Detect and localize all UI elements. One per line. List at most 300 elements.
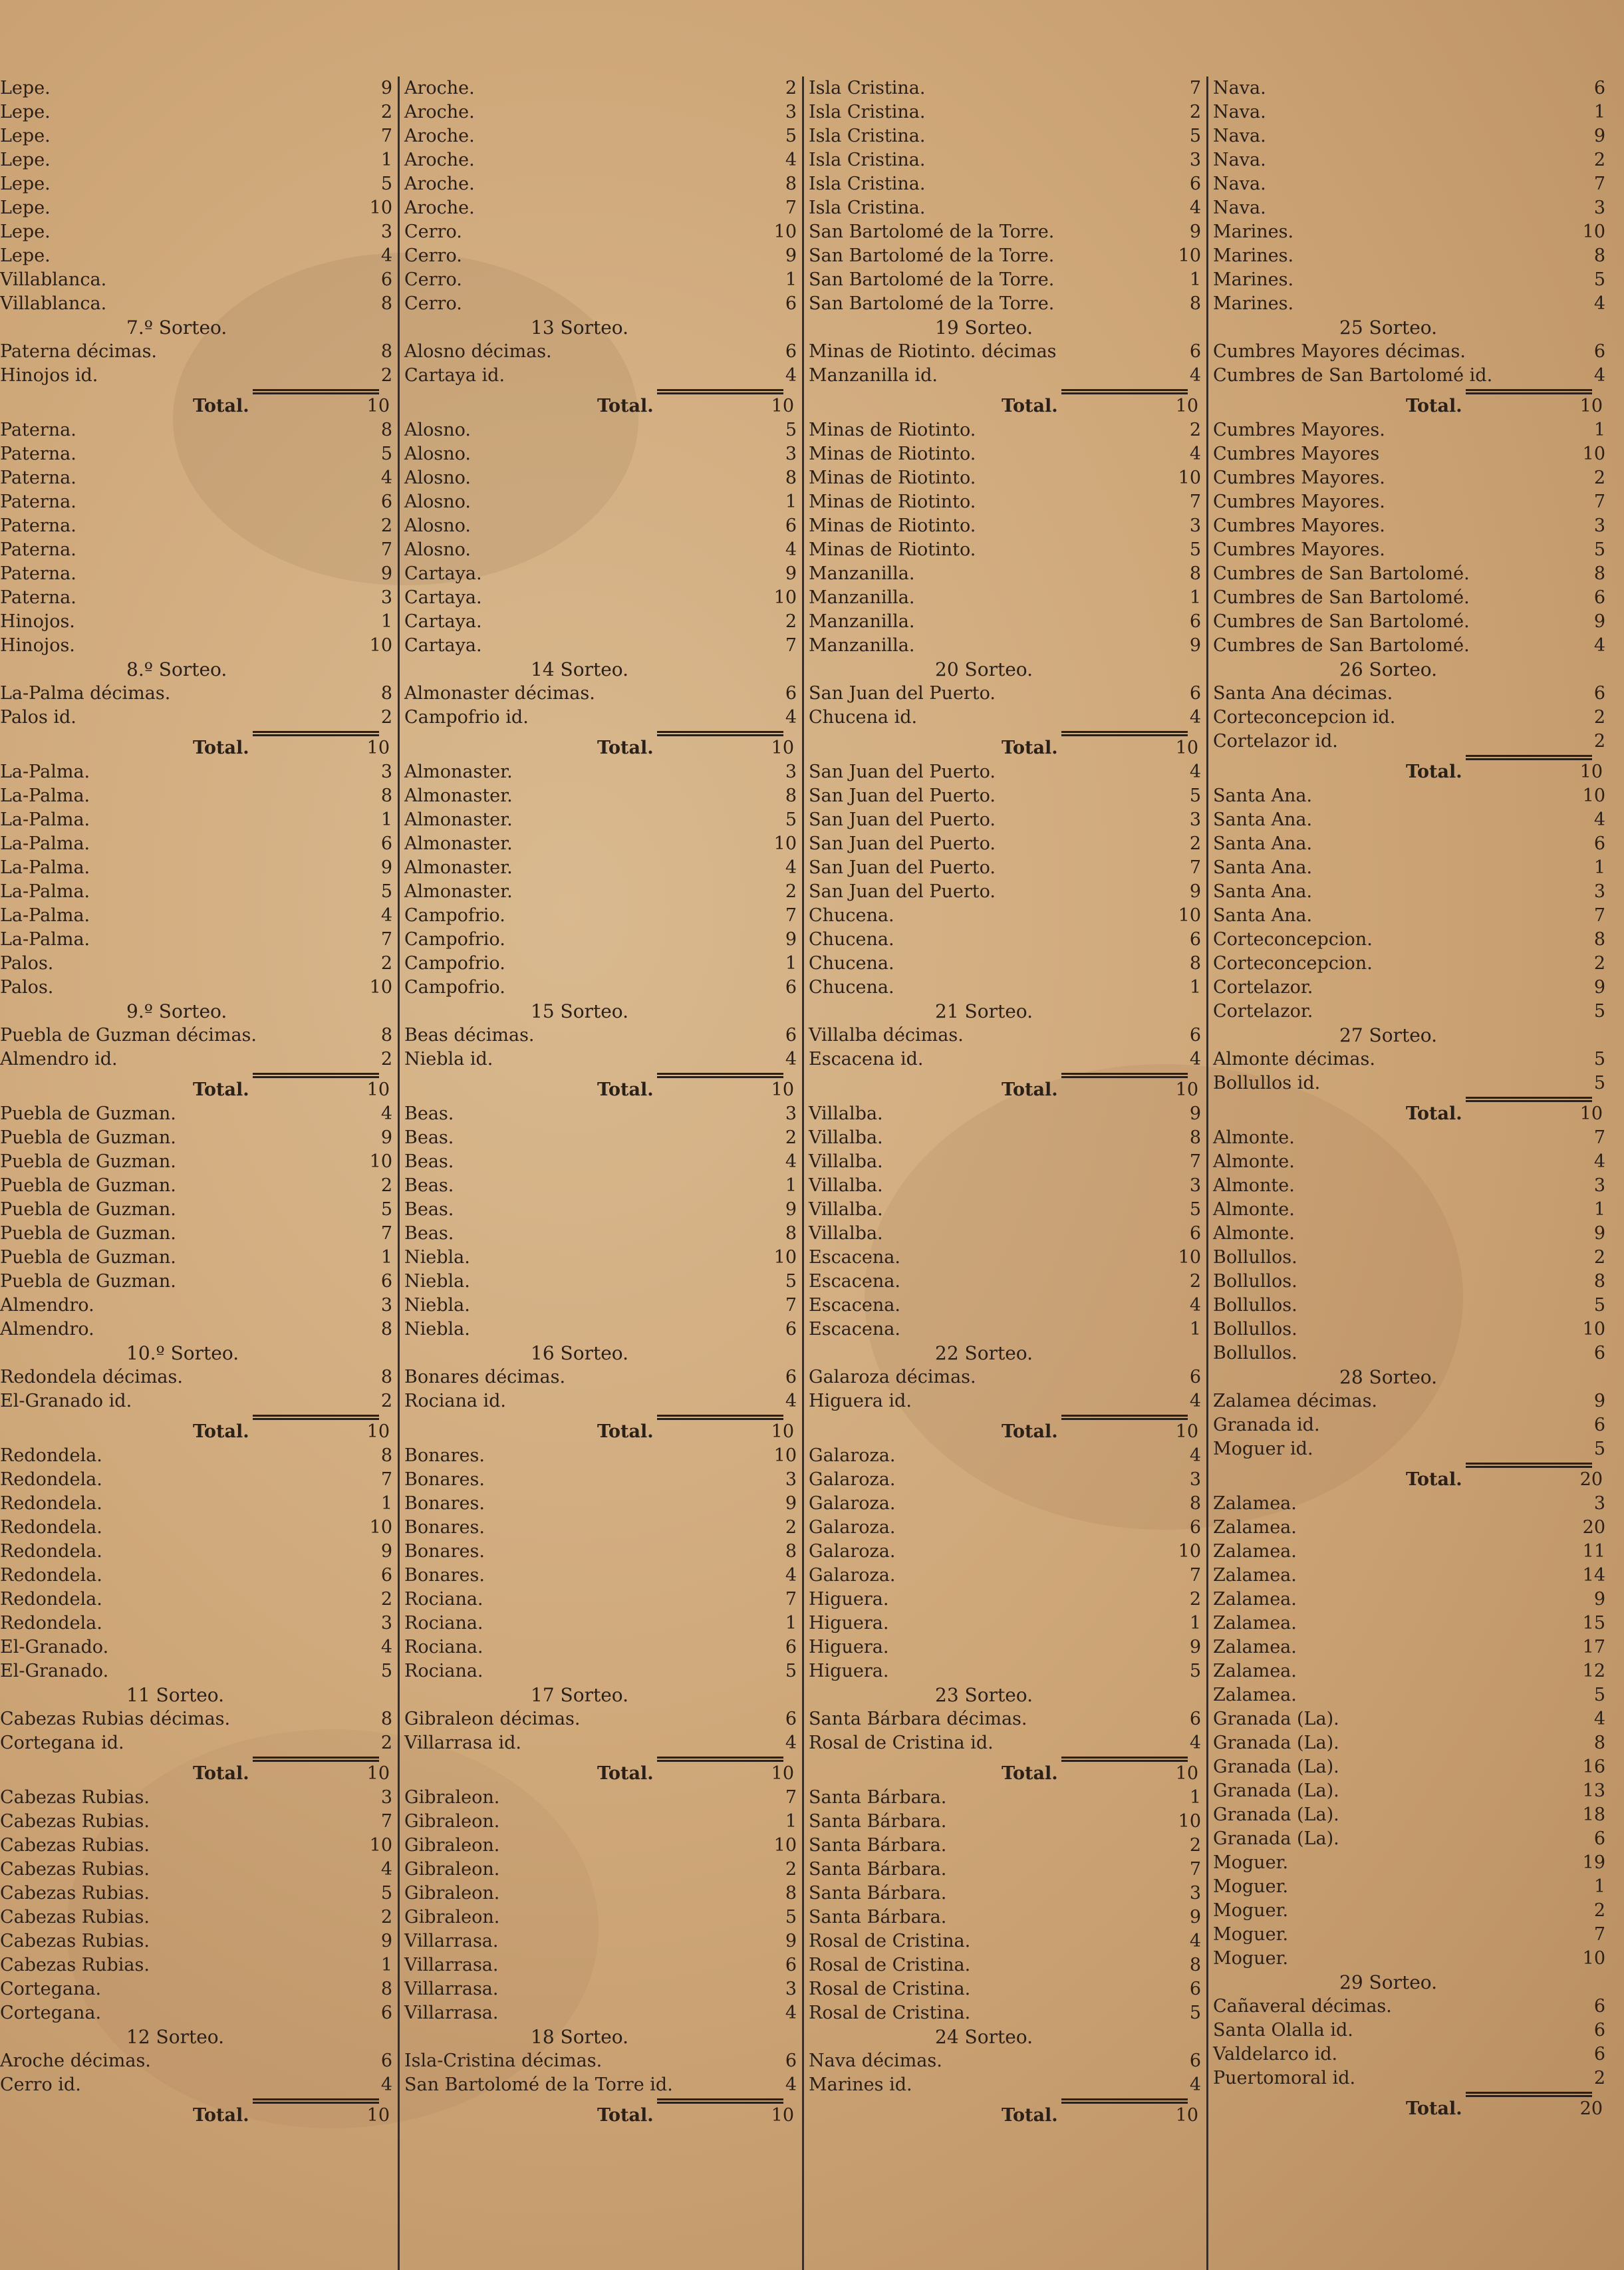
ticket-count: 6 <box>1189 929 1201 950</box>
place-name: Granada (La). <box>1213 1780 1339 1801</box>
place-name: Santa Bárbara. <box>809 1787 947 1808</box>
ticket-count: 6 <box>1593 683 1605 704</box>
place-name: Redondela. <box>0 1445 102 1466</box>
entry-row <box>809 1906 1201 1929</box>
double-rule <box>1466 2092 1592 2097</box>
entry-row <box>404 1294 797 1318</box>
place-name: Cumbres Mayores. <box>1213 468 1385 488</box>
place-name: Total. <box>597 2105 654 2126</box>
ticket-count: 9 <box>1593 977 1605 998</box>
sorteo-heading <box>404 2025 797 2049</box>
entry-row <box>809 1540 1201 1564</box>
place-name: Chucena id. <box>809 707 918 728</box>
entry-row <box>0 1444 392 1468</box>
entry-row <box>809 1174 1201 1198</box>
entry-row <box>404 562 797 586</box>
ticket-count: 6 <box>1189 2051 1201 2071</box>
place-name: Corteconcepcion. <box>1213 953 1373 974</box>
place-name: Beas. <box>404 1199 454 1220</box>
entry-row <box>0 1365 392 1389</box>
ticket-count: 10 <box>1582 1319 1605 1340</box>
place-name: Niebla. <box>404 1247 470 1268</box>
ticket-count: 6 <box>380 1271 392 1292</box>
entry-row <box>809 808 1201 832</box>
entry-row <box>1213 1342 1605 1365</box>
entry-row <box>1213 538 1605 562</box>
entry-row <box>1213 1827 1605 1851</box>
place-name: Cabezas Rubias. <box>0 1955 150 1975</box>
ticket-count: 7 <box>785 1589 797 1610</box>
place-name: Granada (La). <box>1213 1733 1339 1753</box>
ticket-count: 3 <box>785 102 797 122</box>
place-name: Rosal de Cristina. <box>809 1931 971 1951</box>
entry-row <box>0 1222 392 1246</box>
entry-row <box>404 538 797 562</box>
ticket-count: 2 <box>380 1175 392 1196</box>
ticket-count: 2 <box>380 1391 392 1411</box>
place-name: Cerro. <box>404 245 462 266</box>
place-name: Minas de Riotinto. <box>809 468 976 488</box>
entry-row <box>1213 292 1605 316</box>
place-name: Almonte. <box>1213 1127 1295 1148</box>
place-name: Puebla de Guzman. <box>0 1247 176 1268</box>
place-name: Palos. <box>0 953 54 974</box>
double-rule <box>1466 1097 1592 1102</box>
place-name: Cartaya. <box>404 611 482 632</box>
ticket-count: 8 <box>1593 1733 1605 1753</box>
sorteo-label: 8.º Sorteo. <box>126 658 227 680</box>
place-name: Hinojos. <box>0 635 75 656</box>
ticket-count: 7 <box>1593 492 1605 512</box>
entry-row <box>0 514 392 538</box>
entry-row <box>809 100 1201 124</box>
entry-row <box>809 1126 1201 1150</box>
entry-row <box>1213 1540 1605 1564</box>
total-row <box>809 736 1201 760</box>
ticket-count: 2 <box>380 1733 392 1753</box>
entry-row <box>1213 706 1605 730</box>
ticket-count: 1 <box>380 1247 392 1268</box>
entry-row <box>404 904 797 928</box>
place-name: Isla Cristina. <box>809 174 926 194</box>
entry-row <box>1213 1126 1605 1150</box>
total-row <box>404 1762 797 1786</box>
entry-row <box>809 538 1201 562</box>
place-name: Paterna. <box>0 420 76 440</box>
place-name: Niebla. <box>404 1319 470 1340</box>
place-name: Cabezas Rubias. <box>0 1835 150 1856</box>
entry-row <box>809 1882 1201 1906</box>
entry-row <box>0 244 392 268</box>
place-name: Paterna. <box>0 515 76 536</box>
place-name: Minas de Riotinto. <box>809 420 976 440</box>
ticket-count: 1 <box>1593 420 1605 440</box>
entry-row <box>809 1294 1201 1318</box>
ticket-count: 5 <box>785 809 797 830</box>
entry-row <box>0 1318 392 1342</box>
ticket-count: 7 <box>1189 1565 1201 1586</box>
entry-row <box>1213 466 1605 490</box>
entry-row <box>1213 832 1605 856</box>
ticket-count: 8 <box>1189 1955 1201 1975</box>
place-name: Niebla. <box>404 1271 470 1292</box>
place-name: Santa Ana. <box>1213 809 1313 830</box>
ticket-count: 8 <box>380 1025 392 1046</box>
entry-row <box>404 1468 797 1492</box>
place-name: Cabezas Rubias. <box>0 1907 150 1927</box>
place-name: Chucena. <box>809 953 894 974</box>
place-name: Minas de Riotinto. <box>809 539 976 560</box>
place-name: Zalamea. <box>1213 1565 1297 1586</box>
ticket-count: 2 <box>380 1049 392 1069</box>
entry-row <box>1213 148 1605 172</box>
sorteo-heading <box>0 2025 392 2049</box>
entry-row <box>0 1540 392 1564</box>
ticket-count: 10 <box>1579 762 1603 782</box>
ticket-count: 1 <box>785 953 797 974</box>
ticket-count: 9 <box>1593 126 1605 146</box>
total-row <box>404 394 797 418</box>
ticket-count: 7 <box>380 1223 392 1244</box>
ticket-count: 2 <box>380 707 392 728</box>
ticket-count: 10 <box>1579 1103 1603 1124</box>
place-name: Redondela. <box>0 1613 102 1633</box>
ticket-count: 3 <box>1189 150 1201 170</box>
entry-row <box>0 172 392 196</box>
entry-row <box>809 2049 1201 2073</box>
ticket-count: 8 <box>785 785 797 806</box>
ticket-count: 2 <box>1189 1589 1201 1610</box>
place-name: Moguer. <box>1213 1948 1289 1969</box>
ticket-count: 6 <box>785 1709 797 1729</box>
place-name: Manzanilla id. <box>809 365 938 386</box>
ticket-count: 4 <box>1189 444 1201 464</box>
ticket-count: 4 <box>785 365 797 386</box>
place-name: Redondela. <box>0 1541 102 1562</box>
entry-row <box>0 586 392 610</box>
ticket-count: 5 <box>1593 1295 1605 1316</box>
ticket-count: 8 <box>380 683 392 704</box>
entry-row <box>1213 1222 1605 1246</box>
entry-row <box>1213 172 1605 196</box>
entry-row <box>404 1588 797 1612</box>
place-name: San Bartolomé de la Torre id. <box>404 2074 673 2095</box>
entry-row <box>1213 1659 1605 1683</box>
place-name: Campofrio id. <box>404 707 529 728</box>
entry-row <box>809 1731 1201 1755</box>
place-name: Niebla id. <box>404 1049 493 1069</box>
entry-row <box>1213 1875 1605 1899</box>
place-name: Nava. <box>1213 126 1266 146</box>
total-row <box>809 394 1201 418</box>
place-name: Moguer. <box>1213 1900 1289 1921</box>
ticket-count: 4 <box>1593 809 1605 830</box>
ticket-count: 5 <box>1593 539 1605 560</box>
entry-row <box>809 1635 1201 1659</box>
place-name: Villablanca. <box>0 293 107 314</box>
place-name: Total. <box>1406 1103 1462 1124</box>
place-name: Redondela. <box>0 1469 102 1490</box>
entry-row <box>0 1929 392 1953</box>
place-name: Puebla de Guzman. <box>0 1151 176 1172</box>
entry-row <box>1213 244 1605 268</box>
total-row <box>1213 2097 1605 2121</box>
ticket-count: 5 <box>785 1661 797 1681</box>
place-name: La-Palma. <box>0 881 90 902</box>
entry-row <box>404 1048 797 1071</box>
entry-row <box>1213 2066 1605 2090</box>
place-name: Palos id. <box>0 707 76 728</box>
ticket-count: 2 <box>1593 731 1605 752</box>
place-name: Cartaya. <box>404 563 482 584</box>
entry-row <box>404 1707 797 1731</box>
ticket-count: 10 <box>773 1247 797 1268</box>
ticket-count: 3 <box>785 762 797 782</box>
place-name: Higuera. <box>809 1661 889 1681</box>
entry-row <box>1213 634 1605 658</box>
entry-row <box>809 1365 1201 1389</box>
sorteo-label: 7.º Sorteo. <box>126 317 227 339</box>
ticket-count: 7 <box>785 1787 797 1808</box>
entry-row <box>404 1858 797 1882</box>
place-name: Total. <box>1002 738 1058 758</box>
place-name: Beas. <box>404 1175 454 1196</box>
place-name: Cerro. <box>404 221 462 242</box>
entry-row <box>0 610 392 634</box>
place-name: Villalba. <box>809 1199 883 1220</box>
ticket-count: 7 <box>1593 905 1605 926</box>
entry-row <box>0 856 392 880</box>
sorteo-heading <box>0 1683 392 1707</box>
ticket-count: 1 <box>1593 102 1605 122</box>
double-rule <box>253 1757 379 1762</box>
entry-row <box>0 1810 392 1834</box>
entry-row <box>404 292 797 316</box>
entry-row <box>1213 1564 1605 1588</box>
place-name: Santa Ana. <box>1213 905 1313 926</box>
place-name: Galaroza. <box>809 1469 896 1490</box>
entry-row <box>404 1977 797 2001</box>
place-name: Puebla de Guzman. <box>0 1223 176 1244</box>
total-row <box>809 1762 1201 1786</box>
place-name: Cabezas Rubias. <box>0 1811 150 1832</box>
entry-row <box>0 760 392 784</box>
entry-row <box>0 1048 392 1071</box>
ticket-count: 8 <box>1189 1493 1201 1514</box>
place-name: Beas. <box>404 1223 454 1244</box>
ticket-count: 3 <box>1189 1175 1201 1196</box>
ticket-count: 4 <box>1189 1733 1201 1753</box>
total-row <box>0 1420 392 1444</box>
ticket-count: 2 <box>785 78 797 98</box>
place-name: Total. <box>1002 1421 1058 1442</box>
place-name: Puebla de Guzman décimas. <box>0 1025 257 1046</box>
ticket-count: 6 <box>785 1025 797 1046</box>
place-name: Granada id. <box>1213 1415 1320 1435</box>
place-name: Galaroza. <box>809 1445 896 1466</box>
place-name: Manzanilla. <box>809 635 915 656</box>
place-name: Santa Ana. <box>1213 833 1313 854</box>
ticket-count: 10 <box>1178 905 1201 926</box>
place-name: Cortelazor. <box>1213 977 1313 998</box>
ticket-count: 5 <box>380 1661 392 1681</box>
place-name: Chucena. <box>809 977 894 998</box>
place-name: Cumbres Mayores. <box>1213 492 1385 512</box>
place-name: Bonares. <box>404 1541 485 1562</box>
place-name: Cumbres de San Bartolomé id. <box>1213 365 1493 386</box>
entry-row <box>809 442 1201 466</box>
ticket-count: 8 <box>1189 563 1201 584</box>
double-rule <box>657 1757 783 1762</box>
place-name: Rociana. <box>404 1637 483 1657</box>
ticket-count: 17 <box>1582 1637 1605 1657</box>
entry-row <box>809 1150 1201 1174</box>
place-name: Cartaya. <box>404 587 482 608</box>
place-name: Redondela. <box>0 1493 102 1514</box>
entry-row <box>1213 682 1605 706</box>
total-row <box>0 736 392 760</box>
place-name: Cumbres Mayores décimas. <box>1213 341 1466 362</box>
sorteo-heading <box>0 316 392 340</box>
ticket-count: 1 <box>1189 587 1201 608</box>
entry-row <box>1213 1437 1605 1461</box>
ticket-count: 10 <box>369 977 392 998</box>
ticket-count: 4 <box>1593 635 1605 656</box>
place-name: Total. <box>193 738 249 758</box>
entry-row <box>809 76 1201 100</box>
ticket-count: 6 <box>1189 1025 1201 1046</box>
ticket-count: 6 <box>1189 683 1201 704</box>
entry-row <box>404 880 797 904</box>
place-name: Beas. <box>404 1103 454 1124</box>
entry-row <box>809 466 1201 490</box>
entry-row <box>1213 1635 1605 1659</box>
entry-row <box>809 1659 1201 1683</box>
place-name: Santa Bárbara. <box>809 1883 947 1904</box>
place-name: Total. <box>1002 2105 1058 2126</box>
ticket-count: 6 <box>380 2051 392 2071</box>
entry-row <box>809 244 1201 268</box>
sorteo-heading <box>809 658 1201 682</box>
place-name: Isla Cristina. <box>809 102 926 122</box>
total-row <box>1213 1102 1605 1126</box>
entry-row <box>809 1612 1201 1635</box>
entry-row <box>809 172 1201 196</box>
entry-row <box>0 1294 392 1318</box>
ticket-count: 9 <box>785 245 797 266</box>
ticket-count: 1 <box>1593 1199 1605 1220</box>
total-row <box>0 2104 392 2128</box>
entry-row <box>1213 730 1605 754</box>
ticket-count: 7 <box>380 539 392 560</box>
ticket-count: 1 <box>785 492 797 512</box>
ticket-count: 10 <box>1175 1763 1198 1784</box>
double-rule <box>1061 389 1188 394</box>
entry-row <box>809 1318 1201 1342</box>
column-divider-3 <box>1206 76 1208 2270</box>
ticket-count: 3 <box>1593 1175 1605 1196</box>
ticket-count: 3 <box>1593 1493 1605 1514</box>
place-name: Galaroza décimas. <box>809 1367 976 1387</box>
ticket-count: 10 <box>771 738 794 758</box>
entry-row <box>404 1540 797 1564</box>
entry-row <box>404 196 797 220</box>
double-rule <box>1466 1463 1592 1468</box>
ticket-count: 8 <box>1593 929 1605 950</box>
place-name: Beas décimas. <box>404 1025 535 1046</box>
double-rule <box>1061 731 1188 736</box>
place-name: Zalamea. <box>1213 1493 1297 1514</box>
place-name: Gibraleon. <box>404 1907 500 1927</box>
place-name: San Juan del Puerto. <box>809 857 996 878</box>
ticket-count: 8 <box>1189 953 1201 974</box>
place-name: Bollullos. <box>1213 1247 1297 1268</box>
sorteo-heading <box>809 1000 1201 1024</box>
place-name: San Bartolomé de la Torre. <box>809 293 1055 314</box>
place-name: Marines id. <box>809 2074 912 2095</box>
place-name: Lepe. <box>0 102 51 122</box>
entry-row <box>1213 1071 1605 1095</box>
place-name: Rosal de Cristina. <box>809 2003 971 2023</box>
entry-row <box>404 1953 797 1977</box>
place-name: Bonares. <box>404 1493 485 1514</box>
place-name: San Juan del Puerto. <box>809 785 996 806</box>
entry-row <box>0 1858 392 1882</box>
entry-row <box>0 196 392 220</box>
entry-row <box>404 1612 797 1635</box>
place-name: Cortelazor. <box>1213 1001 1313 1022</box>
ticket-count: 6 <box>1593 2020 1605 2041</box>
place-name: Cerro. <box>404 293 462 314</box>
place-name: Almonaster. <box>404 881 513 902</box>
place-name: Santa Bárbara. <box>809 1859 947 1880</box>
place-name: La-Palma décimas. <box>0 683 171 704</box>
place-name: Zalamea décimas. <box>1213 1391 1378 1411</box>
ticket-count: 10 <box>366 1763 390 1784</box>
ticket-count: 1 <box>1189 269 1201 290</box>
ticket-count: 2 <box>380 515 392 536</box>
entry-row <box>1213 1000 1605 1024</box>
place-name: Santa Bárbara. <box>809 1811 947 1832</box>
place-name: Manzanilla. <box>809 563 915 584</box>
ticket-count: 4 <box>785 2003 797 2023</box>
entry-row <box>809 952 1201 976</box>
place-name: Almonte. <box>1213 1223 1295 1244</box>
ticket-count: 2 <box>785 611 797 632</box>
double-rule <box>253 1415 379 1420</box>
ticket-count: 6 <box>1189 1517 1201 1538</box>
entry-row <box>1213 610 1605 634</box>
place-name: Almonte. <box>1213 1175 1295 1196</box>
place-name: Moguer. <box>1213 1876 1289 1897</box>
ticket-count: 10 <box>771 1763 794 1784</box>
ticket-count: 8 <box>380 341 392 362</box>
entry-row <box>404 172 797 196</box>
place-name: Zalamea. <box>1213 1613 1297 1633</box>
entry-row <box>1213 100 1605 124</box>
place-name: La-Palma. <box>0 905 90 926</box>
ticket-count: 8 <box>785 1541 797 1562</box>
entry-row <box>809 1516 1201 1540</box>
ticket-count: 5 <box>1189 785 1201 806</box>
sorteo-heading <box>0 1342 392 1365</box>
place-name: Almonte décimas. <box>1213 1049 1375 1069</box>
ticket-count: 4 <box>380 2074 392 2095</box>
entry-row <box>0 1707 392 1731</box>
entry-row <box>0 100 392 124</box>
ticket-count: 6 <box>1189 1709 1201 1729</box>
ticket-count: 1 <box>1189 977 1201 998</box>
